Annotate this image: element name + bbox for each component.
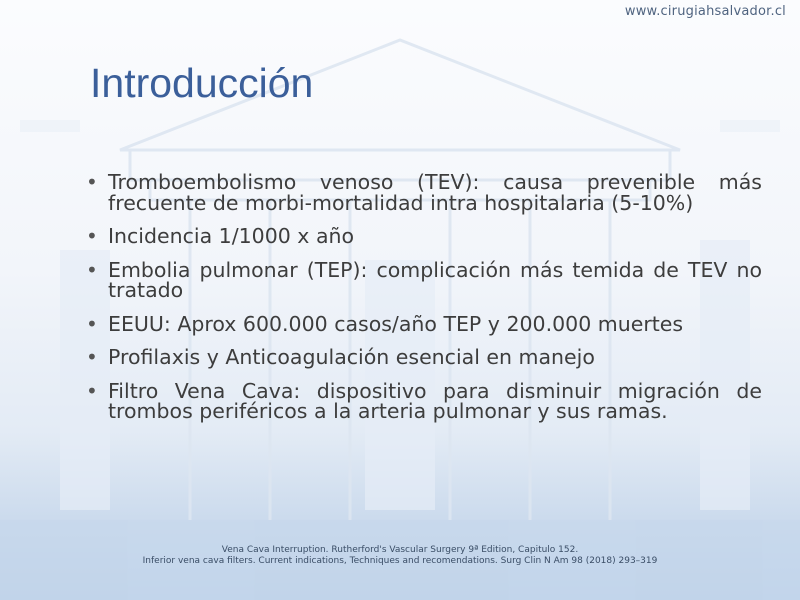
- bullet-text: Embolia pulmonar (TEP): complicación más temida de TEV no tratado: [108, 257, 762, 302]
- bullet-list: [86, 172, 762, 435]
- references: [0, 545, 800, 567]
- bullet-text: Profilaxis y Anticoagulación esencial en manejo: [108, 345, 595, 369]
- reference-line-1: Vena Cava Interruption. Rutherford's Vascular Surgery 9ª Edition, Capitulo 152.: [221, 545, 579, 555]
- bullet-dot-icon: •: [86, 345, 98, 369]
- bullet-dot-icon: •: [86, 170, 98, 194]
- bullet-text: Incidencia 1/1000 x año: [108, 224, 355, 248]
- bullet-item: [86, 378, 762, 423]
- bullet-item: [86, 257, 762, 302]
- bullet-item: [86, 226, 762, 247]
- slide-title: Introducción: [90, 60, 314, 106]
- reference-line-2: Inferior vena cava filters. Current indications, Techniques and recomendations. Surg Clin N Am 98 (2018) 293–319: [142, 556, 658, 566]
- bullet-dot-icon: •: [86, 378, 98, 403]
- bullet-item: [86, 172, 762, 213]
- bullet-text: EEUU: Aprox 600.000 casos/año TEP y 200.000 muertes: [108, 311, 684, 336]
- bullet-dot-icon: •: [86, 224, 98, 248]
- bullet-item: [86, 311, 762, 336]
- site-url: www.cirugiahsalvador.cl: [624, 4, 786, 19]
- bullet-text: Filtro Vena Cava: dispositivo para disminuir migración de trombos periféricos a la arteria pulmonar y sus ramas.: [108, 378, 762, 423]
- bullet-dot-icon: •: [86, 311, 98, 336]
- bullet-dot-icon: •: [86, 257, 98, 282]
- bullet-item: [86, 347, 762, 368]
- bullet-text: Tromboembolismo venoso (TEV): causa prevenible más frecuente de morbi-mortalidad intra hospitalaria (5-10%): [108, 170, 762, 215]
